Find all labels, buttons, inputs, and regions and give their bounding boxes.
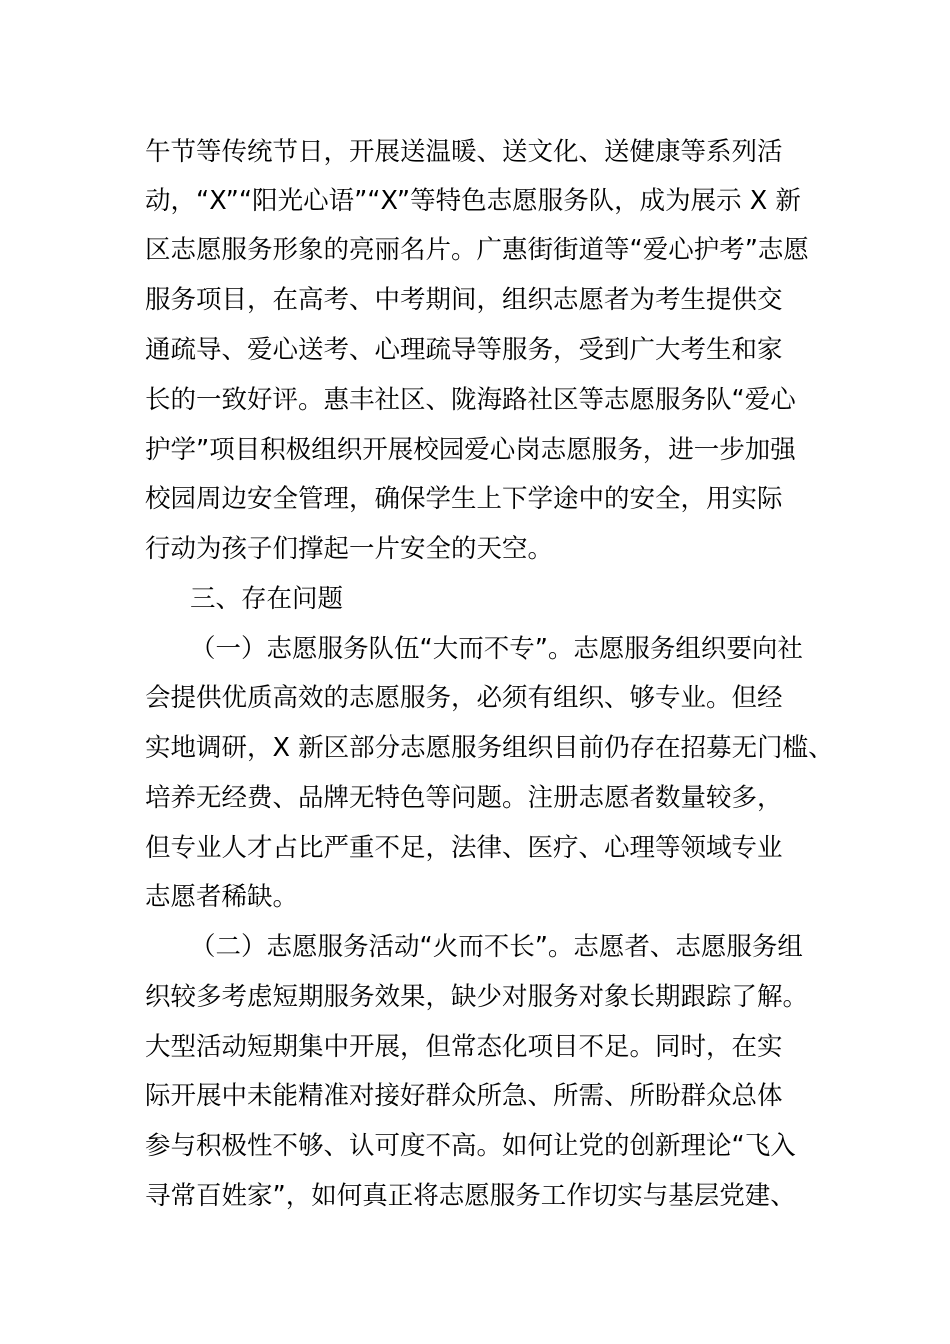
body-text-line: 志愿者稀缺。 xyxy=(145,882,299,912)
body-text-line: 织较多考虑短期服务效果，缺少对服务对象长期跟踪了解。 xyxy=(145,982,809,1012)
body-text-line: 参与积极性不够、认可度不高。如何让党的创新理论“飞入 xyxy=(145,1131,796,1161)
body-text-line: 际开展中未能精准对接好群众所急、所需、所盼群众总体 xyxy=(145,1081,783,1111)
body-text-line: 长的一致好评。惠丰社区、陇海路社区等志愿服务队“爱心 xyxy=(145,385,796,415)
body-text-line: （一）志愿服务队伍“大而不专”。志愿服务组织要向社 xyxy=(190,634,803,664)
body-text-line: 护学”项目积极组织开展校园爱心岗志愿服务，进一步加强 xyxy=(145,435,796,465)
body-text-line: 寻常百姓家”，如何真正将志愿服务工作切实与基层党建、 xyxy=(145,1181,796,1211)
body-text-line: 培养无经费、品牌无特色等问题。注册志愿者数量较多， xyxy=(145,783,783,813)
body-text-line: 大型活动短期集中开展，但常态化项目不足。同时，在实 xyxy=(145,1032,783,1062)
body-text-line: 区志愿服务形象的亮丽名片。广惠街街道等“爱心护考”志愿 xyxy=(145,235,809,265)
body-text-line: 但专业人才占比严重不足，法律、医疗、心理等领域专业 xyxy=(145,833,783,863)
section-heading: 三、存在问题 xyxy=(190,584,344,614)
body-text-line: 实地调研，X 新区部分志愿服务组织目前仍存在招募无门槛、 xyxy=(145,733,834,763)
body-text-line: 行动为孩子们撑起一片安全的天空。 xyxy=(145,534,554,564)
body-text-line: 校园周边安全管理，确保学生上下学途中的安全，用实际 xyxy=(145,484,783,514)
body-text-line: （二）志愿服务活动“火而不长”。志愿者、志愿服务组 xyxy=(190,932,803,962)
body-text-line: 服务项目，在高考、中考期间，组织志愿者为考生提供交 xyxy=(145,285,783,315)
body-text-line: 会提供优质高效的志愿服务，必须有组织、够专业。但经 xyxy=(145,683,783,713)
body-text-line: 动，“X”“阳光心语”“X”等特色志愿服务队，成为展示 X 新 xyxy=(145,186,801,216)
body-text-line: 午节等传统节日，开展送温暖、送文化、送健康等系列活 xyxy=(145,137,783,167)
body-text-line: 通疏导、爱心送考、心理疏导等服务，受到广大考生和家 xyxy=(145,335,783,365)
